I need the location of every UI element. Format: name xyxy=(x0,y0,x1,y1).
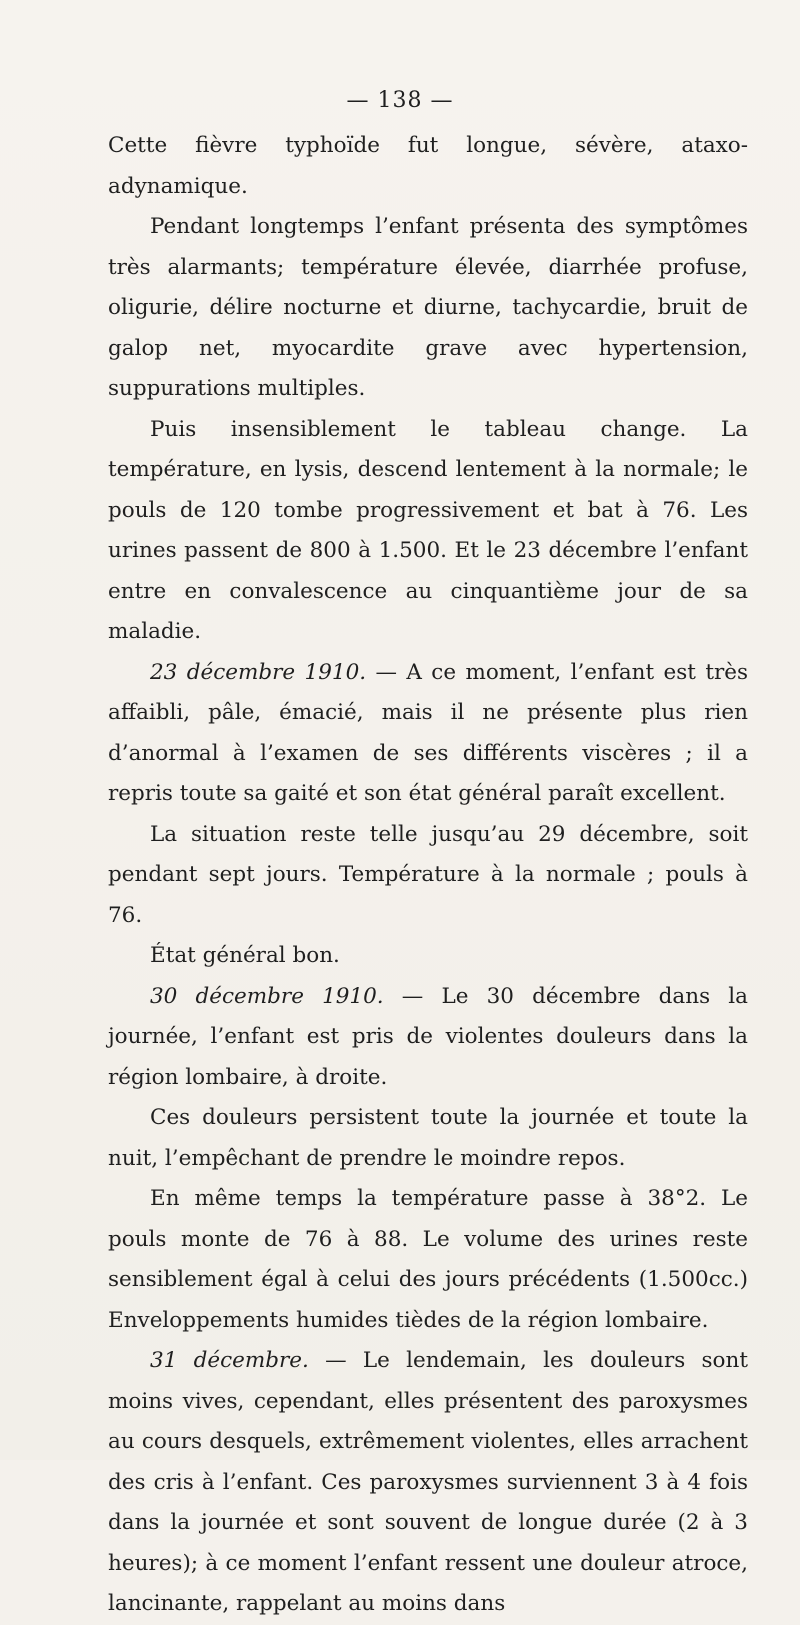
date-heading: 30 décembre 1910. xyxy=(150,983,384,1009)
date-heading: 23 décembre 1910. xyxy=(150,659,367,685)
paragraph-9: En même temps la température passe à 38°2. Le pouls monte de 76 à 88. Le volume des urines reste sensiblement égal à celui des jours précédents (1.500cc.) Enveloppements humides tièdes de la région lombaire. xyxy=(108,1186,748,1333)
paragraph-7 xyxy=(108,977,748,1099)
paragraph-3: Puis insensiblement le tableau change. La température, en lysis, descend lentement à la normale; le pouls de 120 tombe progressivement et bat à 76. Les urines passent de 800 à 1.500. Et le 23 décembre l’enfant entre en convalescence au cinquantième jour de sa maladie. xyxy=(108,416,748,644)
paragraph-5: La situation reste telle jusqu’au 29 décembre, soit pendant sept jours. Température à la normale ; pouls à 76. xyxy=(108,821,748,928)
date-heading: 31 décembre. xyxy=(150,1348,309,1373)
paragraph-10-text: — Le lendemain, les douleurs sont moins vives, cependant, elles présentent des paroxysmes au cours desquels, extrêmement violentes, elles arrachent des cris à l’enfant. Ces paroxysmes surviennent 3 à 4 fois dans la journée et sont souvent de longue durée (2 à 3 heures); à ce moment l’enfant ressent une douleur atroce, lancinante, rappelant au moins dans xyxy=(108,1348,748,1616)
paragraph-10 xyxy=(108,1341,748,1625)
page-number: — 138 — xyxy=(346,88,454,113)
paragraph-4-text: — A ce moment, l’enfant est très affaibli, pâle, émacié, mais il ne présente plus rien d’anormal à l’examen de ses différents viscères ; il a repris toute sa gaité et son état général paraît excellent. xyxy=(108,659,748,806)
paragraph-4 xyxy=(108,653,748,815)
paragraph-2: Pendant longtemps l’enfant présenta des symptômes très alarmants; température élevée, diarrhée profuse, oligurie, délire nocturne et diurne, tachycardie, bruit de galop net, myocardite grave avec hypertension, suppurations multiples. xyxy=(108,214,748,401)
paragraph-6: État général bon. xyxy=(150,943,340,968)
paragraph-8: Ces douleurs persistent toute la journée et toute la nuit, l’empêchant de prendre le moindre repos. xyxy=(108,1105,748,1171)
body-text xyxy=(108,126,748,1625)
paragraph-7-text: — Le 30 décembre dans la journée, l’enfant est pris de violentes douleurs dans la région lombaire, à droite. xyxy=(108,983,748,1090)
paragraph-1: Cette fièvre typhoïde fut longue, sévère, ataxo-adynamique. xyxy=(108,133,748,199)
